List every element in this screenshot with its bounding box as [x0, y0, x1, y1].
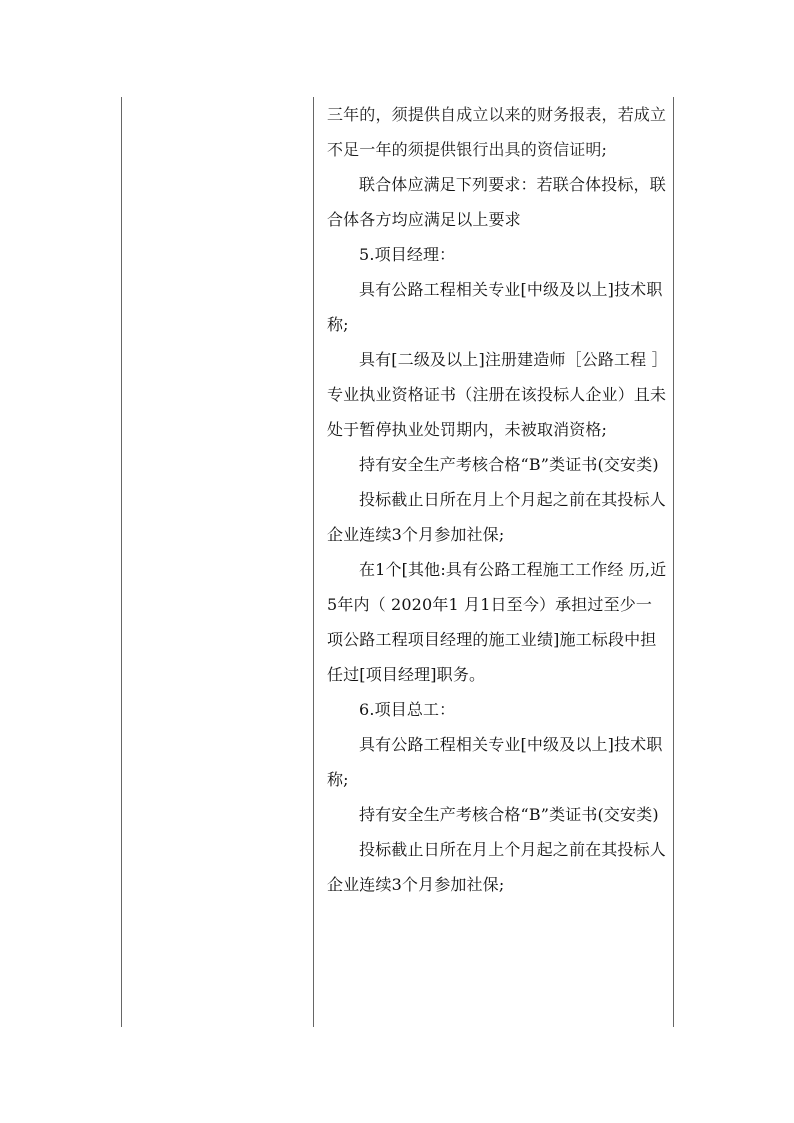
chief-title-requirement: 具有公路工程相关专业[中级及以上]技术职称; — [327, 735, 663, 789]
chief-safety-certificate: 持有安全生产考核合格“B”类证书(交安类) — [359, 805, 659, 824]
chief-engineer-heading: 6.项目总工： — [359, 700, 456, 719]
manager-constructor-requirement: 具有[二级及以上]注册建造师［公路工程 ］专业执业资格证书（注册在该投标人企业）且未处于暂停执业处罚期内，未被取消资格; — [327, 350, 668, 439]
manager-experience-requirement: 在1个[其他:具有公路工程施工工作经 历,近5年内（ 2020年1 月1日至今）承担过至少一项公路工程项目经理的施工业绩]施工标段中担任过[项目经理]职务。 — [327, 560, 667, 684]
project-manager-heading: 5.项目经理： — [359, 245, 456, 264]
table-left-border — [121, 97, 122, 1027]
table-right-border — [673, 97, 674, 1027]
manager-title-requirement: 具有公路工程相关专业[中级及以上]技术职称; — [327, 280, 663, 334]
requirements-cell — [327, 97, 668, 902]
chief-social-insurance: 投标截止日所在月上个月起之前在其投标人企业连续3个月参加社保; — [327, 840, 666, 894]
consortium-requirement-paragraph: 联合体应满足下列要求：若联合体投标，联合体各方均应满足以上要求 — [327, 175, 666, 229]
table-middle-border — [313, 97, 314, 1027]
manager-social-insurance: 投标截止日所在月上个月起之前在其投标人企业连续3个月参加社保; — [327, 490, 666, 544]
financial-statement-paragraph: 三年的，须提供自成立以来的财务报表，若成立不足一年的须提供银行出具的资信证明; — [327, 105, 667, 159]
manager-safety-certificate: 持有安全生产考核合格“B”类证书(交安类) — [359, 455, 659, 474]
